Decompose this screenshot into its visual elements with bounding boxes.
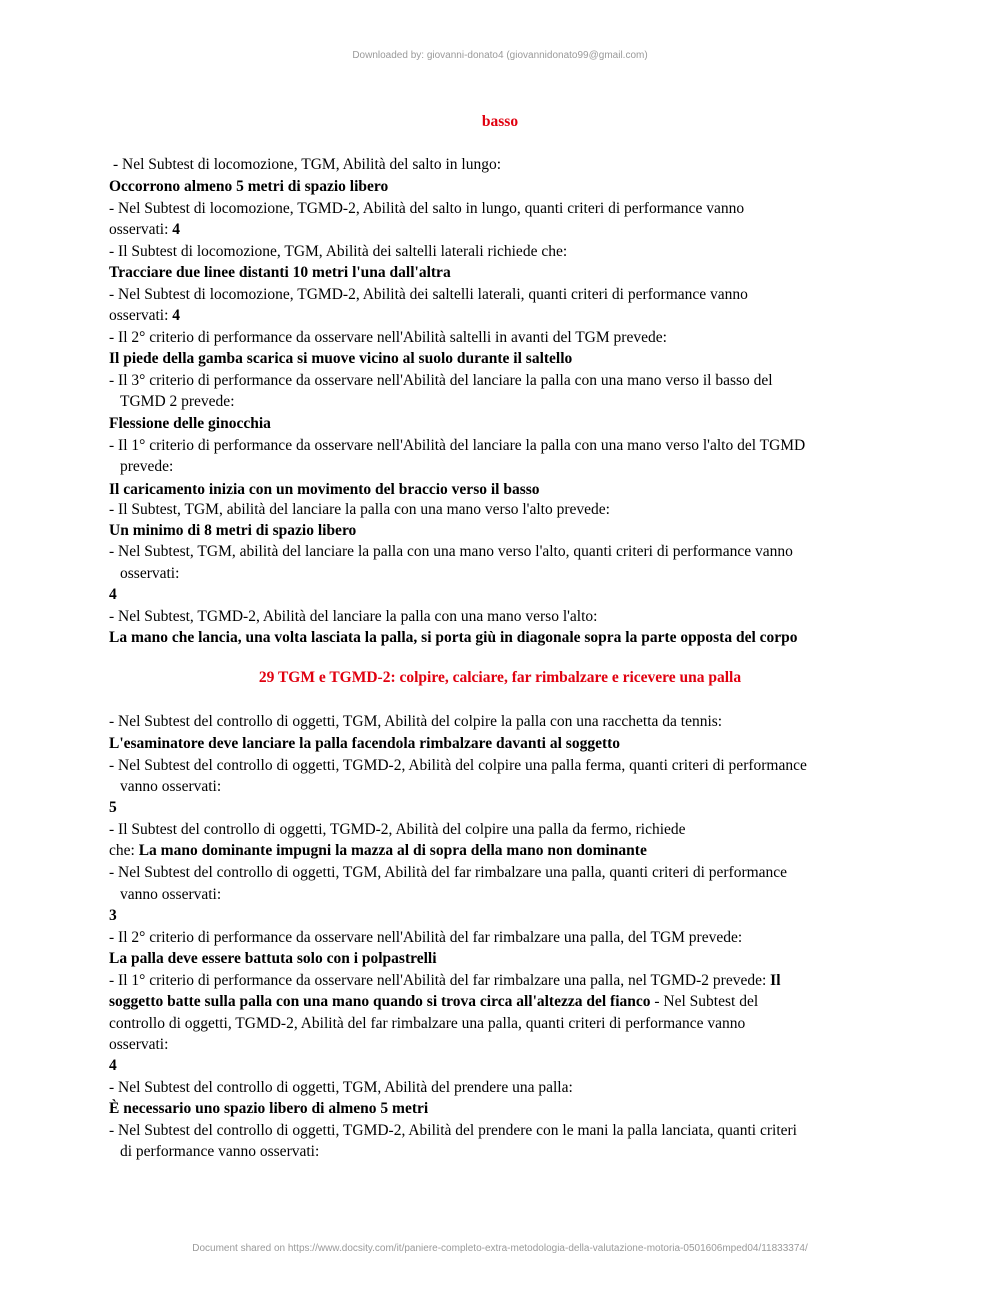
question-line: - Nel Subtest di locomozione, TGM, Abilità del salto in lungo: [113,156,502,173]
shared-document-note: Document shared on https://www.docsity.com/it/paniere-completo-extra-metodologia-della-valutazione-motoria-0501606mped04/11833374/ [192,1243,808,1254]
answer-line: soggetto batte sulla palla con una mano quando si trova circa all'altezza del fianco - Nel Subtest del [109,993,759,1010]
answer-line: L'esaminatore deve lanciare la palla facendola rimbalzare davanti al soggetto [109,735,621,752]
question-line: - Il 3° criterio di performance da osservare nell'Abilità del lanciare la palla con una mano verso il basso del [109,372,773,389]
question-line: vanno osservati: [120,778,222,795]
question-line: - Nel Subtest di locomozione, TGMD-2, Abilità dei saltelli laterali, quanti criteri di performance vanno [109,286,748,303]
question-line: osservati: 4 [109,221,181,238]
question-line: - Nel Subtest, TGMD-2, Abilità del lanciare la palla con una mano verso l'alto: [109,608,598,625]
download-note: Downloaded by: giovanni-donato4 (giovannidonato99@gmail.com) [352,50,648,61]
answer-line: La mano che lancia, una volta lasciata la palla, si porta giù in diagonale sopra la parte opposta del corpo [109,629,798,646]
question-line: - Nel Subtest del controllo di oggetti, TGMD-2, Abilità del prendere con le mani la palla lanciata, quanti criteri [109,1122,797,1139]
question-line: - Nel Subtest del controllo di oggetti, TGM, Abilità del far rimbalzare una palla, quanti criteri di performance [109,864,788,881]
question-line: - Il 2° criterio di performance da osservare nell'Abilità del far rimbalzare una palla, del TGM prevede: [109,929,743,946]
answer-line: Occorrono almeno 5 metri di spazio libero [109,178,389,195]
question-line: - Nel Subtest, TGM, abilità del lanciare la palla con una mano verso l'alto, quanti criteri di performance vanno [109,543,793,560]
answer-line: 5 [109,799,117,816]
question-line: - Il Subtest, TGM, abilità del lanciare la palla con una mano verso l'alto prevede: [109,501,610,518]
question-line: controllo di oggetti, TGMD-2, Abilità del far rimbalzare una palla, quanti criteri di performance vanno [109,1015,746,1032]
question-line: - Nel Subtest del controllo di oggetti, TGM, Abilità del prendere una palla: [109,1079,573,1096]
question-line: TGMD 2 prevede: [120,393,235,410]
question-line: - Nel Subtest del controllo di oggetti, TGM, Abilità del colpire la palla con una racchetta da tennis: [109,713,723,730]
answer-line: 4 [109,1057,117,1074]
question-line: - Il 1° criterio di performance da osservare nell'Abilità del far rimbalzare una palla, nel TGMD-2 prevede: Il [109,972,781,989]
section-heading-basso: basso [481,113,519,130]
answer-line: Flessione delle ginocchia [109,415,271,432]
question-line: - Il Subtest del controllo di oggetti, TGMD-2, Abilità del colpire una palla da fermo, richiede [109,821,686,838]
answer-line: Il piede della gamba scarica si muove vicino al suolo durante il saltello [109,350,573,367]
answer-line: 4 [109,586,117,603]
question-line: osservati: [109,1036,169,1053]
question-line: osservati: 4 [109,307,181,324]
answer-line: È necessario uno spazio libero di almeno 5 metri [109,1100,429,1117]
answer-line: La palla deve essere battuta solo con i polpastrelli [109,950,437,967]
answer-line: Un minimo di 8 metri di spazio libero [109,522,357,539]
question-line: che: La mano dominante impugni la mazza al di sopra della mano non dominante [109,842,647,859]
section-heading-29: 29 TGM e TGMD-2: colpire, calciare, far rimbalzare e ricevere una palla [258,669,742,686]
question-line: prevede: [120,458,174,475]
question-line: - Il 2° criterio di performance da osservare nell'Abilità saltelli in avanti del TGM prevede: [109,329,667,346]
question-line: vanno osservati: [120,886,222,903]
question-line: di performance vanno osservati: [120,1143,320,1160]
question-line: - Il Subtest di locomozione, TGM, Abilità dei saltelli laterali richiede che: [109,243,568,260]
answer-line: Tracciare due linee distanti 10 metri l'una dall'altra [109,264,451,281]
question-line: - Nel Subtest del controllo di oggetti, TGMD-2, Abilità del colpire una palla ferma, quanti criteri di performance [109,757,807,774]
question-line: - Nel Subtest di locomozione, TGMD-2, Abilità del salto in lungo, quanti criteri di performance vanno [109,200,745,217]
answer-line: 3 [109,907,117,924]
answer-line: Il caricamento inizia con un movimento del braccio verso il basso [109,481,540,498]
question-line: - Il 1° criterio di performance da osservare nell'Abilità del lanciare la palla con una mano verso l'alto del TGMD [109,437,806,454]
question-line: osservati: [120,565,180,582]
